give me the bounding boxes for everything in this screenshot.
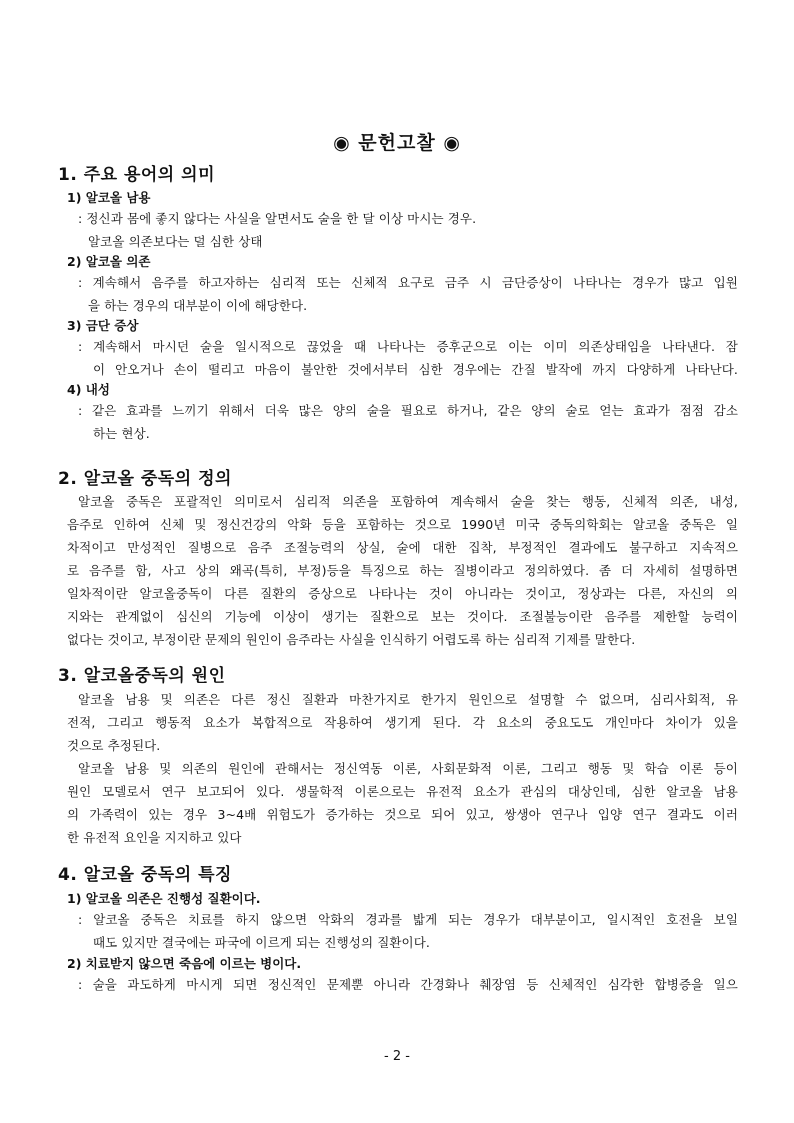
- cause-p2-line-1: 알코올 남용 및 의존의 원인에 관해서는 정신역동 이론, 사회문화적 이론, 그리고 행동 및 학습 이론 등이: [78, 761, 738, 776]
- term-4-line-1: : 같은 효과를 느끼기 위해서 더욱 많은 양의 술을 필요로 하거나, 같은 양의 술로 얻는 효과가 점점 감소: [78, 403, 738, 418]
- term-1-line-2: 알코올 의존보다는 덜 심한 상태: [88, 234, 263, 249]
- section-1-heading: 1. 주요 용어의 의미: [58, 165, 215, 185]
- term-2-label: 2) 알코올 의존: [67, 254, 151, 269]
- definition-line-5: 일차적이란 알코올중독이 다른 질환의 증상으로 나타나는 것이 아니라는 것이고, 정상과는 다른, 자신의 의: [67, 586, 738, 601]
- cause-p2-line-4: 한 유전적 요인을 지지하고 있다: [67, 830, 242, 845]
- definition-line-7: 없다는 것이고, 부정이란 문제의 원인이 음주라는 사실을 인식하기 어렵도록 하는 심리적 기제를 말한다.: [67, 632, 636, 647]
- definition-line-4: 로 음주를 함, 사고 상의 왜곡(특히, 부정)등을 특징으로 하는 질병이라고 정의하였다. 좀 더 자세히 설명하면: [67, 563, 738, 578]
- page-title: ◉ 문헌고찰 ◉: [333, 132, 461, 154]
- feature-1-label: 1) 알코올 의존은 진행성 질환이다.: [67, 891, 261, 906]
- cause-p1-line-1: 알코올 남용 및 의존은 다른 정신 질환과 마찬가지로 한가지 원인으로 설명할 수 없으며, 심리사회적, 유: [78, 692, 738, 707]
- section-3-heading: 3. 알코올중독의 원인: [58, 666, 226, 686]
- page-number: - 2 -: [384, 1049, 410, 1064]
- term-3-line-2: 이 안오거나 손이 떨리고 마음이 불안한 것에서부터 심한 경우에는 간질 발작에 까지 다양하게 나타난다.: [93, 362, 738, 377]
- definition-line-1: 알코올 중독은 포괄적인 의미로서 심리적 의존을 포함하여 계속해서 술을 찾는 행동, 신체적 의존, 내성,: [78, 494, 738, 509]
- cause-p2-line-2: 원인 모델로서 연구 보고되어 있다. 생물학적 이론으로는 유전적 요소가 관심의 대상인데, 심한 알코올 남용: [67, 784, 738, 799]
- feature-1-line-1: : 알코올 중독은 치료를 하지 않으면 악화의 경과를 밟게 되는 경우가 대부분이고, 일시적인 호전을 보일: [78, 912, 738, 927]
- term-2-line-2: 을 하는 경우의 대부분이 이에 해당한다.: [88, 298, 308, 313]
- term-3-line-1: : 계속해서 마시던 술을 일시적으로 끊었을 때 나타나는 증후군으로 이는 이미 의존상태임을 나타낸다. 잠: [78, 339, 738, 354]
- cause-p1-line-3: 것으로 추정된다.: [67, 738, 161, 753]
- definition-line-2: 음주로 인하여 신체 및 정신건강의 악화 등을 포함하는 것으로 1990년 미국 중독의학회는 알코올 중독은 일: [67, 517, 738, 532]
- section-2-heading: 2. 알코올 중독의 정의: [58, 469, 232, 489]
- feature-1-line-2: 때도 있지만 결국에는 파국에 이르게 되는 진행성의 질환이다.: [93, 935, 430, 950]
- cause-p2-line-3: 의 가족력이 있는 경우 3~4배 위험도가 증가하는 것으로 되어 있고, 쌍생아 연구나 입양 연구 결과도 이러: [67, 807, 738, 822]
- feature-2-label: 2) 치료받지 않으면 죽음에 이르는 병이다.: [67, 956, 302, 971]
- cause-p1-line-2: 전적, 그리고 행동적 요소가 복합적으로 작용하여 생기게 된다. 각 요소의 중요도도 개인마다 차이가 있을: [67, 715, 738, 730]
- section-4-heading: 4. 알코올 중독의 특징: [58, 865, 232, 885]
- term-4-line-2: 하는 현상.: [93, 426, 150, 441]
- term-4-label: 4) 내성: [67, 382, 110, 397]
- term-3-label: 3) 금단 증상: [67, 318, 139, 333]
- definition-line-6: 지와는 관계없이 심신의 기능에 이상이 생기는 질환으로 보는 것이다. 조절불능이란 음주를 제한할 능력이: [67, 609, 738, 624]
- feature-2-line-1: : 술을 과도하게 마시게 되면 정신적인 문제뿐 아니라 간경화나 췌장염 등 신체적인 심각한 합병증을 일으: [78, 977, 738, 992]
- term-2-line-1: : 계속해서 음주를 하고자하는 심리적 또는 신체적 요구로 금주 시 금단증상이 나타나는 경우가 많고 입원: [78, 275, 738, 290]
- definition-line-3: 차적이고 만성적인 질병으로 음주 조절능력의 상실, 술에 대한 집착, 부정적인 결과에도 불구하고 지속적으: [67, 540, 738, 555]
- term-1-line-1: : 정신과 몸에 좋지 않다는 사실을 알면서도 술을 한 달 이상 마시는 경우.: [78, 211, 477, 226]
- term-1-label: 1) 알코올 남용: [67, 190, 151, 205]
